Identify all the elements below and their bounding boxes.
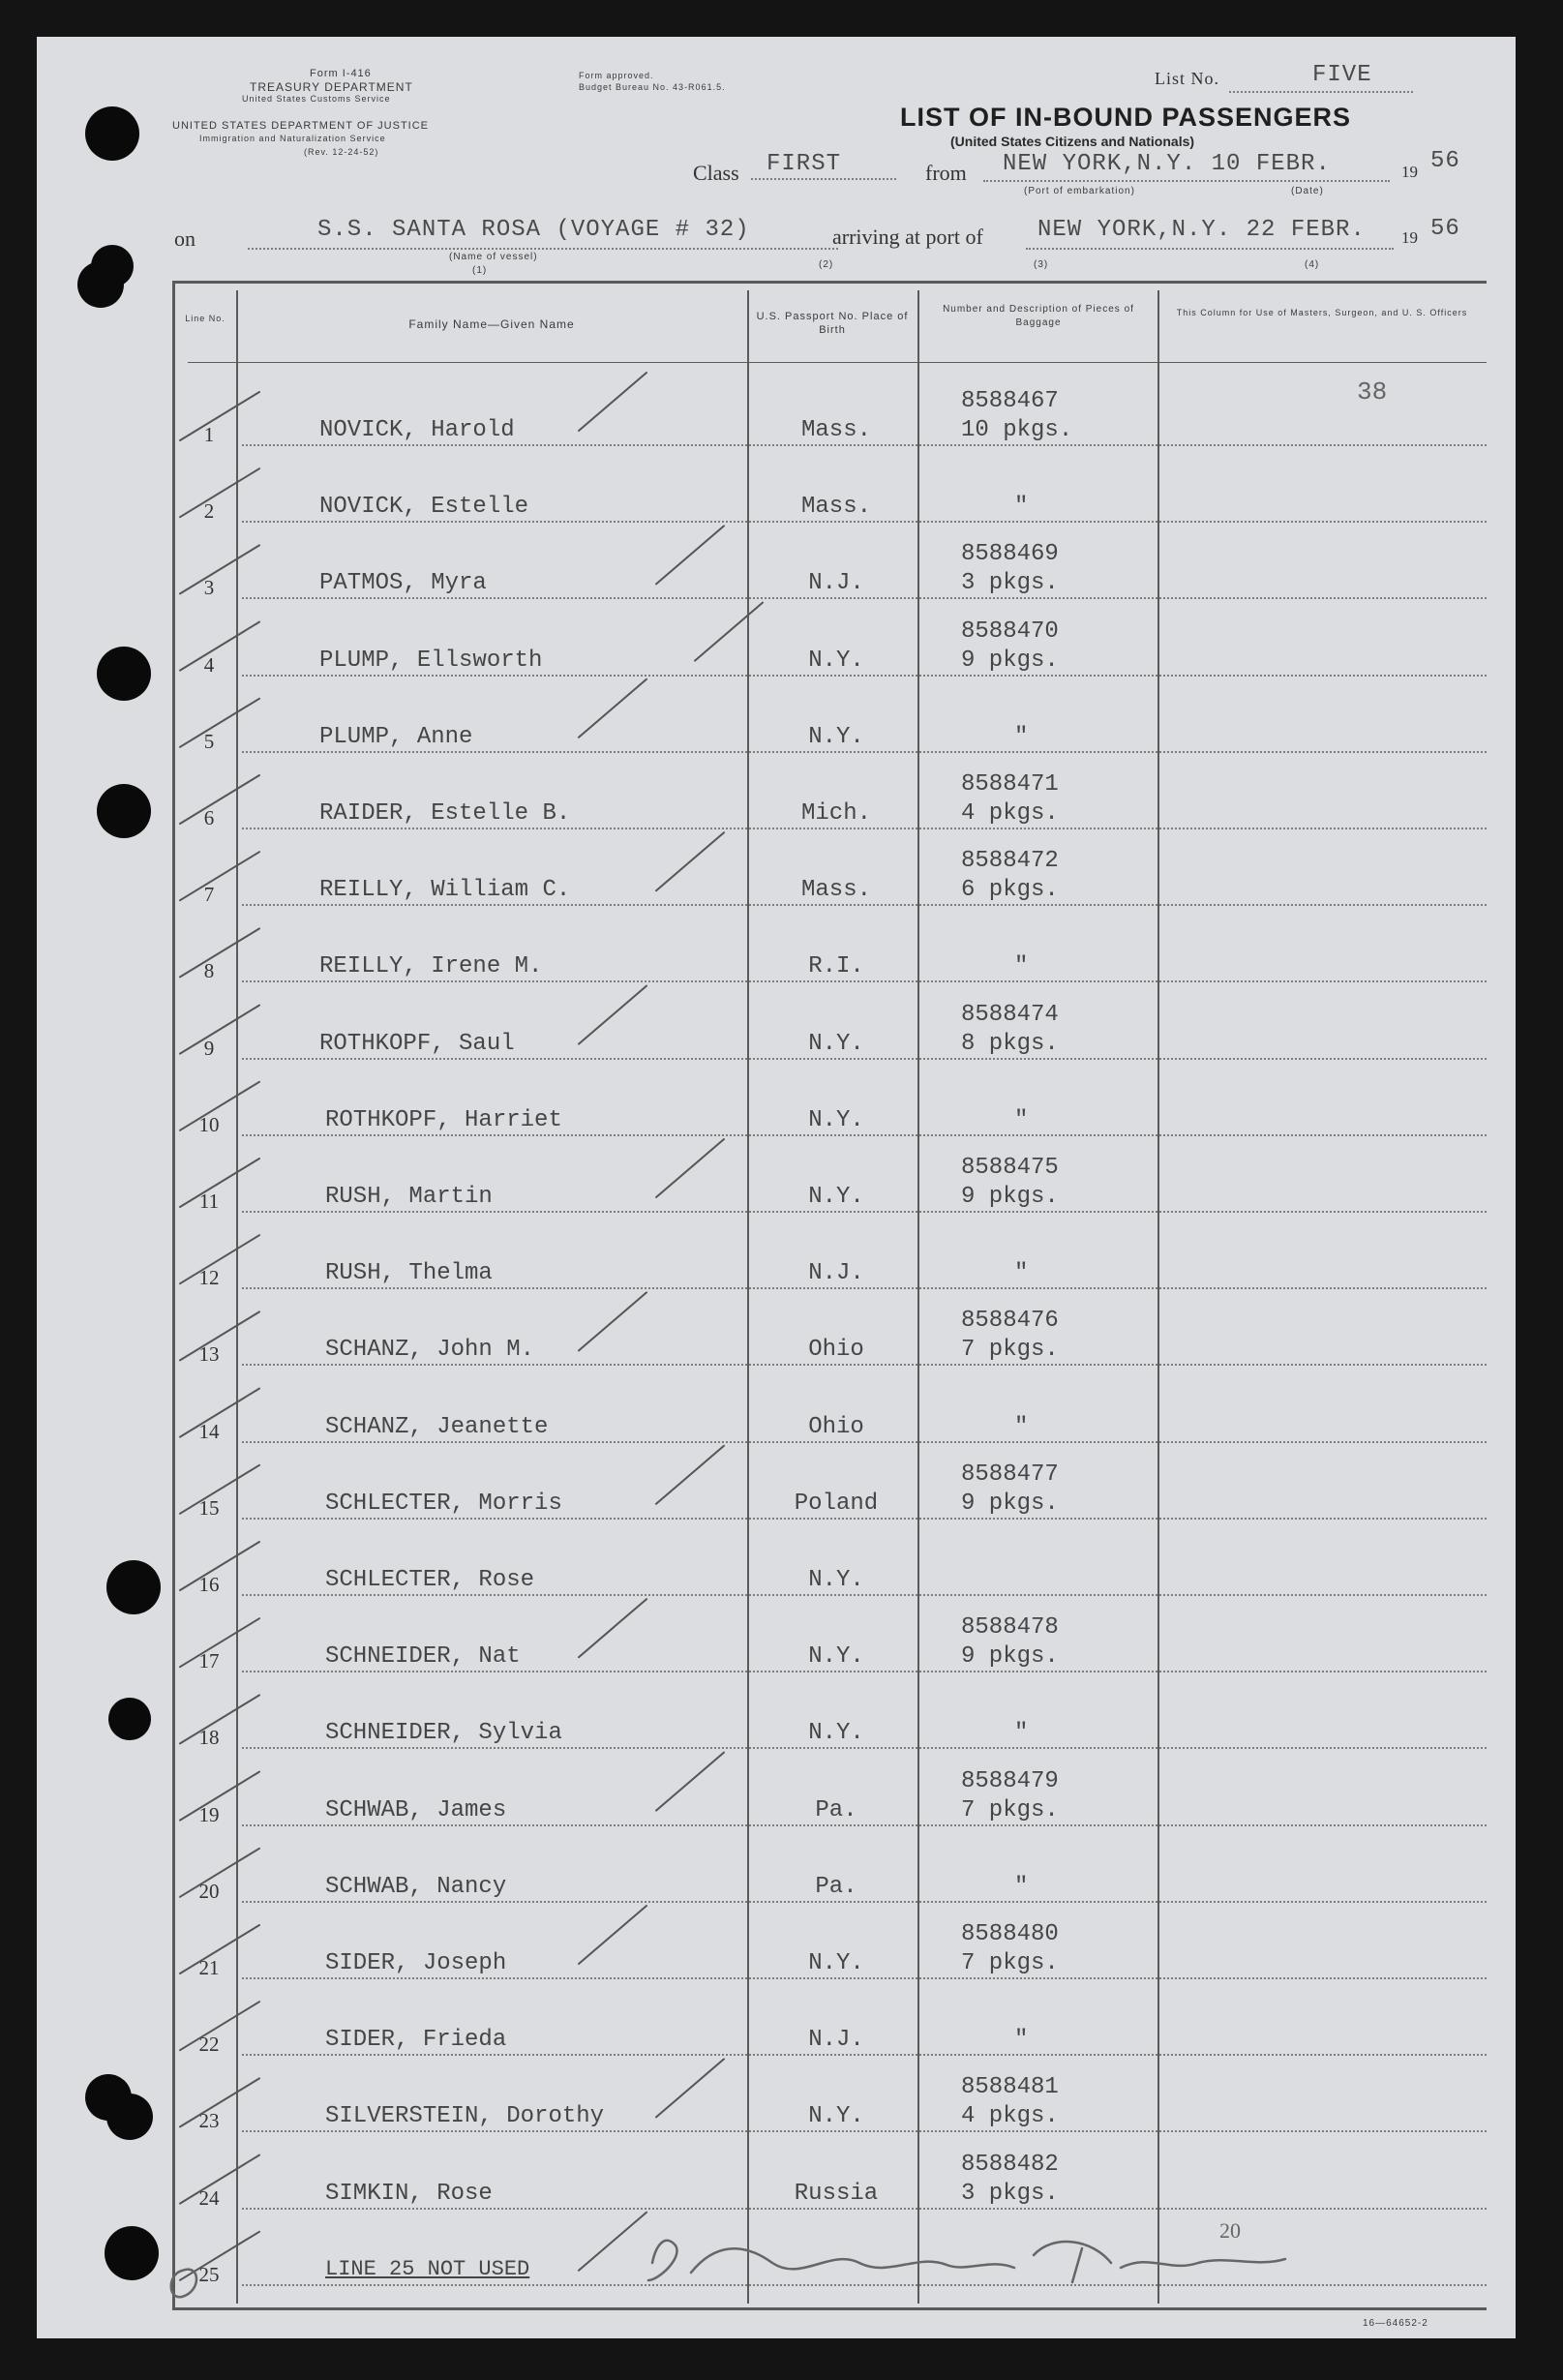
row-rule — [242, 444, 1487, 446]
manifest-page — [37, 37, 1516, 2338]
class-value: FIRST — [766, 151, 842, 177]
col-header-baggage: Number and Description of Pieces of Baggage — [943, 304, 1134, 328]
list-no-value: FIVE — [1312, 62, 1372, 88]
baggage-number: 8588478 — [961, 1614, 1059, 1642]
line-number: 3 — [203, 576, 215, 600]
passenger-name: SIDER, Frieda — [325, 2027, 507, 2054]
line-col-border — [236, 290, 238, 2304]
line-number: 17 — [198, 1649, 220, 1673]
row-rule — [242, 521, 1487, 523]
baggage-pieces: 9 pkgs. — [961, 647, 1059, 674]
place-of-birth: N.J. — [808, 1260, 864, 1287]
officer-note: 38 — [1357, 377, 1388, 407]
place-of-birth: N.Y. — [808, 1030, 864, 1057]
passenger-name: REILLY, Irene M. — [319, 953, 543, 980]
table-top-border — [172, 281, 1487, 284]
passenger-name: SCHANZ, John M. — [325, 1337, 535, 1364]
baggage-pieces: 3 pkgs. — [961, 570, 1059, 597]
row-rule — [242, 1824, 1487, 1826]
baggage-number: 8588470 — [961, 618, 1059, 645]
passenger-name: SCHLECTER, Morris — [325, 1490, 562, 1517]
col-header-officers: This Column for Use of Masters, Surgeon, and U. S. Officers — [1176, 308, 1468, 317]
place-of-birth: N.Y. — [808, 1950, 864, 1976]
passenger-name: SCHANZ, Jeanette — [325, 1413, 549, 1440]
baggage-pieces: " — [1014, 723, 1029, 750]
line-number: 25 — [198, 2262, 220, 2286]
caption-2: (2) — [819, 259, 834, 270]
passenger-name: SCHNEIDER, Sylvia — [325, 1720, 562, 1747]
place-of-birth: N.Y. — [808, 1720, 864, 1747]
col-header-name: Family Name—Given Name — [408, 317, 575, 331]
row-rule — [242, 2284, 1487, 2286]
baggage-pieces: 9 pkgs. — [961, 1490, 1059, 1517]
line-number: 9 — [203, 1036, 215, 1060]
name-col-border — [747, 290, 749, 2304]
place-of-birth: N.J. — [808, 570, 864, 597]
immigration-service: Immigration and Naturalization Service — [199, 134, 386, 143]
place-of-birth: N.Y. — [808, 723, 864, 750]
footer-code: 16—64652-2 — [1363, 2318, 1428, 2329]
row-rule — [242, 1287, 1487, 1289]
place-of-birth: Poland — [794, 1490, 879, 1517]
on-label: on — [174, 226, 195, 251]
row-rule — [242, 751, 1487, 753]
check-mark — [656, 1753, 724, 1811]
baggage-pieces: 7 pkgs. — [961, 1337, 1059, 1364]
baggage-pieces: 3 pkgs. — [961, 2180, 1059, 2207]
from-label: from — [925, 161, 967, 185]
line-number: 23 — [198, 2109, 220, 2133]
passenger-name: RUSH, Thelma — [325, 1260, 493, 1287]
header-bottom-rule — [188, 362, 1487, 363]
passenger-name: SCHLECTER, Rose — [325, 1567, 535, 1593]
punch-hole — [108, 1698, 151, 1740]
line-number: 11 — [198, 1190, 220, 1213]
check-mark — [656, 1139, 724, 1197]
baggage-pieces: " — [1014, 1873, 1029, 1900]
line-number: 7 — [203, 883, 215, 907]
baggage-number: 8588482 — [961, 2151, 1059, 2178]
passenger-name: RAIDER, Estelle B. — [319, 800, 571, 827]
line-number: 14 — [198, 1419, 220, 1443]
vessel-caption: (Name of vessel) — [449, 252, 538, 262]
check-mark — [579, 373, 646, 431]
baggage-pieces: 4 pkgs. — [961, 2103, 1059, 2130]
punch-hole — [105, 2226, 159, 2280]
row-rule — [242, 1364, 1487, 1366]
passenger-name: SCHNEIDER, Nat — [325, 1643, 521, 1671]
punch-hole — [85, 106, 139, 161]
port-embark-caption: (Port of embarkation) — [1024, 186, 1135, 196]
row-rule — [242, 1977, 1487, 1979]
class-label: Class — [693, 161, 739, 185]
passenger-name: PLUMP, Anne — [319, 723, 473, 750]
place-of-birth: N.Y. — [808, 1643, 864, 1671]
baggage-number: 8588476 — [961, 1308, 1059, 1335]
baggage-number: 8588475 — [961, 1155, 1059, 1181]
customs-service: United States Customs Service — [242, 94, 391, 104]
baggage-pieces: 4 pkgs. — [961, 800, 1059, 827]
line-number: 2 — [203, 499, 215, 524]
row-rule — [242, 1211, 1487, 1213]
baggage-pieces: 7 pkgs. — [961, 1950, 1059, 1976]
place-of-birth: Ohio — [808, 1337, 864, 1364]
passenger-name: NOVICK, Estelle — [319, 494, 529, 521]
line-number: 8 — [203, 959, 215, 983]
place-of-birth: Ohio — [808, 1413, 864, 1440]
year-2: 56 — [1430, 216, 1460, 242]
row-rule — [242, 2208, 1487, 2210]
baggage-number: 8588477 — [961, 1461, 1059, 1488]
line-number: 12 — [198, 1266, 220, 1290]
line-number: 6 — [203, 806, 215, 829]
row-rule — [242, 904, 1487, 906]
baggage-pieces: 9 pkgs. — [961, 1184, 1059, 1210]
date-caption: (Date) — [1291, 186, 1324, 196]
line-number: 16 — [198, 1573, 220, 1596]
check-mark — [579, 1599, 646, 1657]
place-of-birth: N.Y. — [808, 2103, 864, 2130]
line-number: 20 — [198, 1879, 220, 1903]
row-rule — [242, 675, 1487, 677]
check-mark — [579, 986, 646, 1044]
check-mark — [656, 2059, 724, 2117]
list-no-label: List No. — [1155, 69, 1220, 88]
baggage-pieces: 7 pkgs. — [961, 1796, 1059, 1823]
place-of-birth: Mass. — [800, 417, 871, 443]
line-number: 22 — [198, 2033, 220, 2057]
passenger-name: SIMKIN, Rose — [325, 2180, 493, 2207]
row-rule — [242, 597, 1487, 599]
baggage-pieces: " — [1014, 1260, 1029, 1287]
form-approved: Form approved. — [579, 71, 654, 80]
place-of-birth: N.Y. — [808, 1184, 864, 1210]
baggage-number: 8588469 — [961, 541, 1059, 568]
place-of-birth: Pa. — [815, 1873, 857, 1900]
baggage-pieces: " — [1014, 1720, 1029, 1747]
passenger-name: SILVERSTEIN, Dorothy — [325, 2103, 605, 2130]
line-number: 15 — [198, 1495, 220, 1520]
passenger-name: SCHWAB, James — [325, 1796, 507, 1823]
treasury-dept: TREASURY DEPARTMENT — [250, 80, 413, 94]
passenger-name: ROTHKOPF, Harriet — [325, 1106, 562, 1133]
baggage-number: 8588472 — [961, 848, 1059, 875]
row-rule — [242, 2130, 1487, 2132]
line-number: 5 — [203, 729, 215, 753]
form-number: Form I-416 — [310, 68, 372, 79]
line-number: 18 — [198, 1726, 220, 1750]
row-rule — [242, 1901, 1487, 1903]
baggage-number: 8588479 — [961, 1767, 1059, 1794]
col-header-line-no: Line No. — [185, 314, 225, 323]
check-mark — [656, 526, 724, 584]
place-of-birth: N.Y. — [808, 647, 864, 674]
year-prefix-1: 19 — [1401, 163, 1418, 181]
baggage-pieces: " — [1014, 1106, 1029, 1133]
handwritten-marks — [37, 37, 1516, 2338]
passport-col-border — [917, 290, 919, 2304]
check-mark — [695, 603, 763, 661]
table-bottom-border — [172, 2307, 1487, 2310]
row-rule — [242, 2054, 1487, 2056]
row-rule — [242, 1058, 1487, 1060]
passenger-name: PLUMP, Ellsworth — [319, 647, 543, 674]
line-number: 21 — [198, 1956, 220, 1979]
baggage-pieces: " — [1014, 953, 1029, 980]
caption-4: (4) — [1305, 259, 1320, 270]
page-title: LIST OF IN-BOUND PASSENGERS — [900, 103, 1352, 132]
baggage-number: 8588481 — [961, 2074, 1059, 2101]
baggage-pieces: " — [1014, 494, 1029, 521]
punch-hole — [91, 245, 134, 287]
vessel-name: S.S. SANTA ROSA (VOYAGE # 32) — [317, 217, 750, 243]
check-mark — [656, 1446, 724, 1504]
place-of-birth: N.Y. — [808, 1106, 864, 1133]
caption-3: (3) — [1034, 259, 1049, 270]
place-of-birth: N.J. — [808, 2027, 864, 2054]
baggage-number: 8588474 — [961, 1001, 1059, 1028]
line-number: 10 — [198, 1112, 220, 1136]
line-number: 1 — [203, 423, 215, 446]
row-rule — [242, 828, 1487, 829]
row-rule — [242, 980, 1487, 982]
baggage-pieces: 8 pkgs. — [961, 1030, 1059, 1057]
justice-dept: UNITED STATES DEPARTMENT OF JUSTICE — [172, 120, 430, 132]
table-left-border — [172, 281, 175, 2309]
year-prefix-2: 19 — [1401, 228, 1418, 247]
place-of-birth: Russia — [794, 2180, 879, 2207]
place-of-birth: R.I. — [808, 953, 864, 980]
line-number: 13 — [198, 1342, 220, 1367]
check-mark — [579, 1906, 646, 1964]
line-number: 4 — [203, 652, 215, 677]
row-rule — [242, 1134, 1487, 1136]
passenger-name: RUSH, Martin — [325, 1184, 493, 1210]
port-of-embarkation: NEW YORK,N.Y. 10 FEBR. — [1003, 151, 1331, 177]
passenger-name: SCHWAB, Nancy — [325, 1873, 507, 1900]
row-rule — [242, 1747, 1487, 1749]
arriving-label: arriving at port of — [832, 225, 983, 249]
passenger-name: LINE 25 NOT USED — [325, 2256, 530, 2281]
check-mark — [579, 1292, 646, 1350]
check-mark — [579, 2213, 646, 2271]
svg-text:20: 20 — [1219, 2218, 1241, 2243]
place-of-birth: Pa. — [815, 1796, 857, 1823]
row-rule — [242, 1671, 1487, 1672]
baggage-number: 8588480 — [961, 1921, 1059, 1947]
row-rule — [242, 1518, 1487, 1520]
col-header-passport: U.S. Passport No. Place of Birth — [756, 311, 909, 336]
baggage-pieces: " — [1014, 1413, 1029, 1440]
line-number: 19 — [198, 1802, 220, 1826]
baggage-pieces: 9 pkgs. — [961, 1643, 1059, 1671]
caption-1: (1) — [472, 265, 488, 276]
budget-bureau: Budget Bureau No. 43-R061.5. — [579, 82, 726, 92]
check-mark — [579, 679, 646, 738]
passenger-name: ROTHKOPF, Saul — [319, 1030, 515, 1057]
punch-hole — [106, 1560, 161, 1614]
check-mark — [656, 832, 724, 890]
punch-hole — [106, 2094, 153, 2140]
place-of-birth: Mass. — [800, 494, 871, 521]
punch-hole — [97, 784, 151, 838]
place-of-birth: Mich. — [800, 800, 871, 827]
passenger-name: SIDER, Joseph — [325, 1950, 507, 1976]
page-subtitle: (United States Citizens and Nationals) — [950, 134, 1195, 149]
passenger-name: PATMOS, Myra — [319, 570, 487, 597]
place-of-birth: Mass. — [800, 877, 871, 904]
baggage-number: 8588471 — [961, 771, 1059, 798]
punch-hole — [97, 647, 151, 701]
baggage-col-border — [1157, 290, 1159, 2304]
place-of-birth: N.Y. — [808, 1567, 864, 1593]
baggage-number: 8588467 — [961, 388, 1059, 414]
baggage-pieces: " — [1014, 2027, 1029, 2054]
row-rule — [242, 1594, 1487, 1596]
baggage-pieces: 10 pkgs. — [961, 417, 1073, 443]
passenger-name: NOVICK, Harold — [319, 417, 515, 443]
baggage-pieces: 6 pkgs. — [961, 877, 1059, 904]
line-number: 24 — [198, 2185, 220, 2210]
revision: (Rev. 12-24-52) — [304, 147, 379, 157]
port-of-arrival: NEW YORK,N.Y. 22 FEBR. — [1037, 217, 1366, 243]
year-1: 56 — [1430, 148, 1460, 174]
row-rule — [242, 1441, 1487, 1443]
passenger-name: REILLY, William C. — [319, 877, 571, 904]
